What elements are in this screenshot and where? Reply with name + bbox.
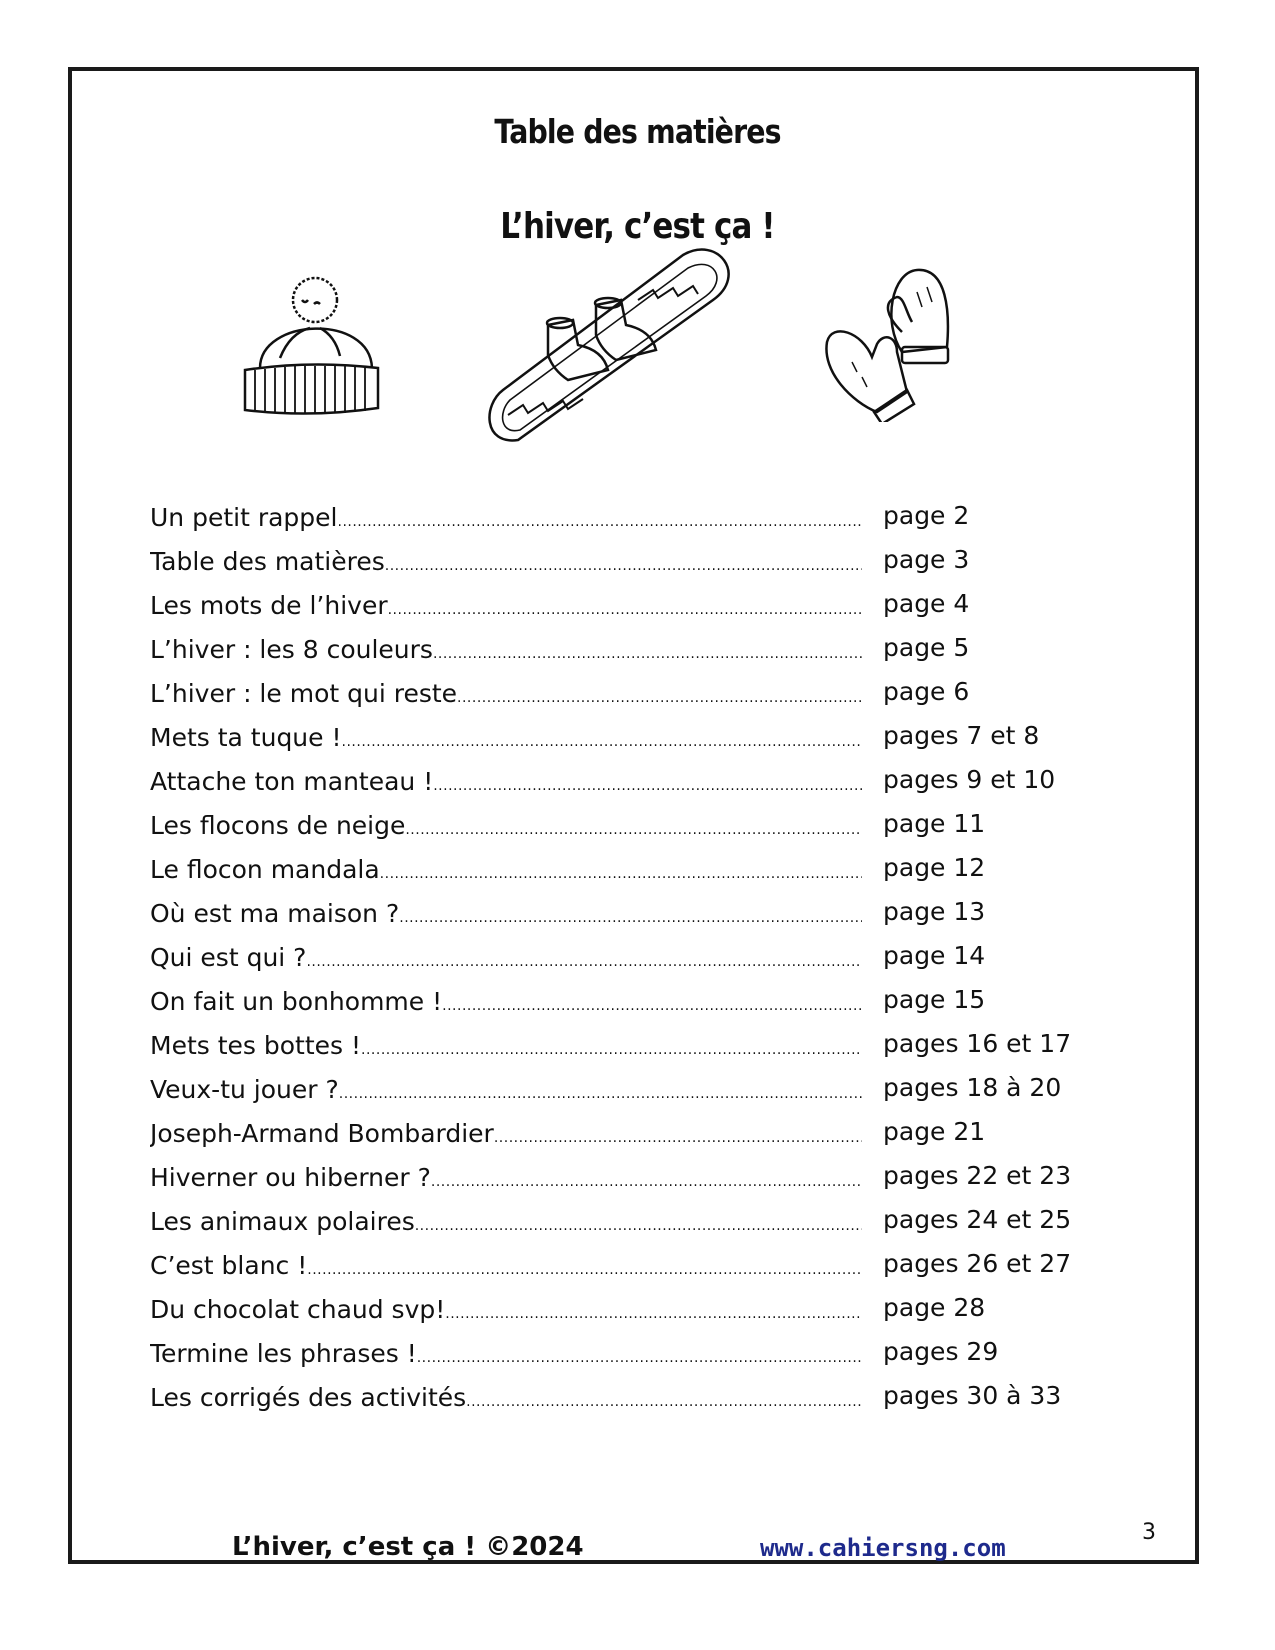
toc-entry[interactable]: Le flocon mandala ..... page 12 — [150, 848, 1110, 892]
toc-entry[interactable]: Les corrigés des activités ..... pages 30 à 33 — [150, 1376, 1110, 1420]
toc-entry[interactable]: Table des matières ..... page 3 — [150, 540, 1110, 584]
toc-entry[interactable]: Du chocolat chaud svp! ..... page 28 — [150, 1288, 1110, 1332]
snowboard-with-boots-icon — [478, 240, 740, 455]
toc-entry[interactable]: Les mots de l’hiver ..... page 4 — [150, 584, 1110, 628]
footer-website-link[interactable]: www.cahiersng.com — [760, 1534, 1006, 1562]
toc-entry[interactable]: Mets ta tuque ! ..... pages 7 et 8 — [150, 716, 1110, 760]
table-of-contents — [150, 496, 1110, 1420]
toc-entry[interactable]: Veux-tu jouer ? ..... pages 18 à 20 — [150, 1068, 1110, 1112]
page-subtitle: L’hiver, c’est ça ! — [500, 206, 775, 247]
mittens-icon — [822, 262, 952, 422]
toc-entry[interactable]: L’hiver : le mot qui reste ..... page 6 — [150, 672, 1110, 716]
toc-entry[interactable]: Mets tes bottes ! ..... pages 16 et 17 — [150, 1024, 1110, 1068]
toc-entry[interactable]: Les flocons de neige ..... page 11 — [150, 804, 1110, 848]
toc-entry[interactable]: C’est blanc ! ..... pages 26 et 27 — [150, 1244, 1110, 1288]
toc-entry[interactable]: Un petit rappel ..... page 2 — [150, 496, 1110, 540]
toc-entry[interactable]: L’hiver : les 8 couleurs ..... page 5 — [150, 628, 1110, 672]
toc-entry[interactable]: Hiverner ou hiberner ? ..... pages 22 et 23 — [150, 1156, 1110, 1200]
toc-entry[interactable]: Qui est qui ? ..... page 14 — [150, 936, 1110, 980]
winter-hat-icon — [240, 268, 385, 438]
toc-entry[interactable]: Attache ton manteau ! ..... pages 9 et 10 — [150, 760, 1110, 804]
page-title: Table des matières — [494, 112, 781, 151]
toc-entry[interactable]: Termine les phrases ! ..... pages 29 — [150, 1332, 1110, 1376]
page-number: 3 — [1142, 1520, 1156, 1545]
toc-entry[interactable]: Où est ma maison ? ..... page 13 — [150, 892, 1110, 936]
footer-copyright: L’hiver, c’est ça ! ©2024 — [232, 1532, 584, 1562]
toc-entry[interactable]: Joseph-Armand Bombardier ..... page 21 — [150, 1112, 1110, 1156]
toc-entry[interactable]: Les animaux polaires ..... pages 24 et 25 — [150, 1200, 1110, 1244]
toc-entry[interactable]: On fait un bonhomme ! ..... page 15 — [150, 980, 1110, 1024]
